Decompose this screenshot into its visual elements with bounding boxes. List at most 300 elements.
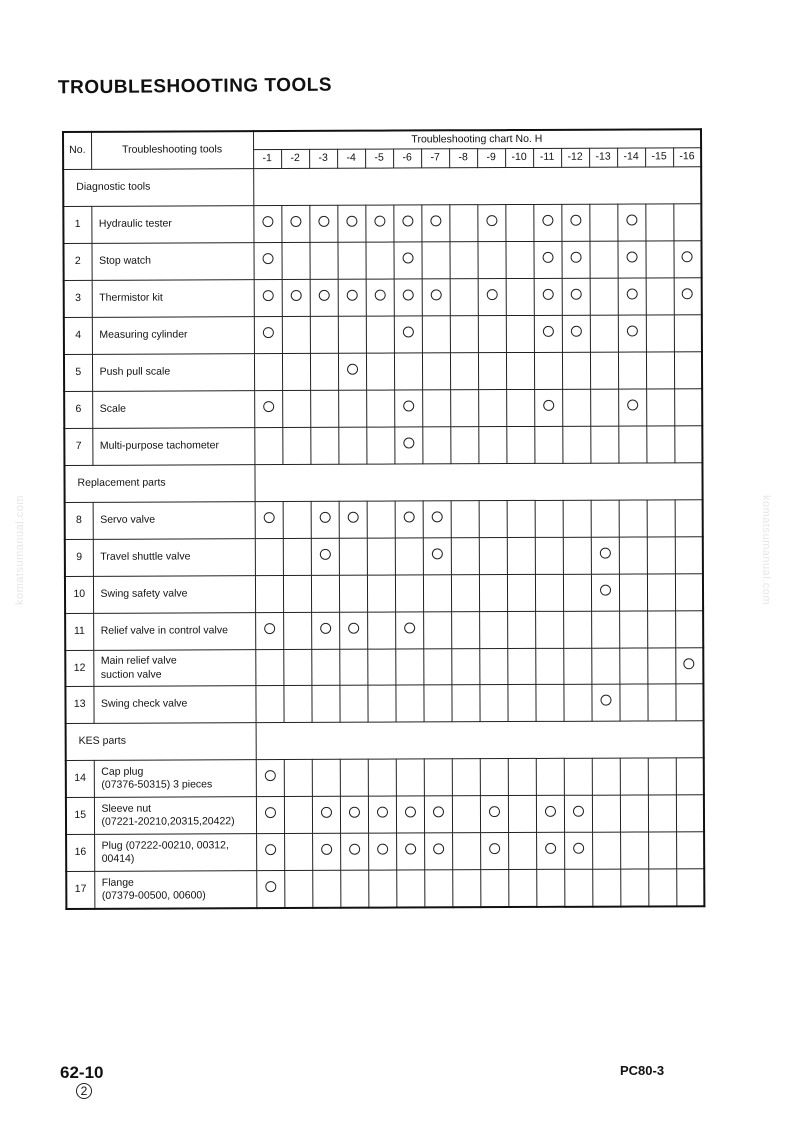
mark-cell [340,759,368,796]
mark-cell [480,759,508,796]
mark-cell [395,612,423,649]
mark-cell [619,574,647,611]
table-row [64,352,702,392]
header-col: -6 [393,149,421,168]
row-number: 15 [66,797,94,834]
mark-cell [618,389,646,426]
tool-name-cell [94,760,256,798]
row-number: 10 [65,576,93,613]
mark-cell [423,649,451,685]
mark-cell [506,315,534,352]
circle-mark-icon [377,844,388,855]
row-number: 9 [65,539,93,576]
mark-cell [535,684,563,721]
mark-cell [590,389,618,426]
mark-cell [424,759,452,796]
mark-cell [311,575,339,612]
circle-mark-icon [431,512,442,523]
mark-cell [506,278,534,315]
circle-mark-icon [374,216,385,227]
mark-cell [312,796,340,833]
mark-cell [283,575,311,612]
mark-cell [450,316,478,353]
mark-cell [674,315,702,352]
mark-cell [365,242,393,279]
mark-cell [647,648,675,684]
header-col: -15 [645,148,673,167]
mark-cell [477,242,505,279]
mark-cell [284,833,312,870]
mark-cell [590,278,618,315]
mark-cell [394,353,422,390]
mark-cell [592,758,620,795]
circle-mark-icon [488,807,499,818]
tool-name: Thermistor kit [99,291,163,305]
circle-mark-icon [542,289,553,300]
mark-cell [449,242,477,279]
row-number: 14 [66,760,94,797]
row-number: 17 [66,871,94,908]
mark-cell [479,501,507,538]
table-row [65,684,703,724]
header-col: -11 [533,148,561,167]
mark-cell [395,685,423,722]
mark-cell [423,501,451,538]
mark-cell [311,685,339,722]
circle-mark-icon [543,400,554,411]
mark-cell [283,649,311,685]
circle-mark-icon [346,216,357,227]
circle-mark-icon [290,290,301,301]
mark-cell [256,834,284,871]
mark-cell [254,391,282,428]
mark-cell [394,427,422,464]
tool-name: Servo valve [100,514,156,527]
mark-cell [564,758,592,795]
mark-cell [423,575,451,612]
section-fill [256,721,704,760]
mark-cell [590,315,618,352]
mark-cell [368,796,396,833]
mark-cell [340,833,368,870]
mark-cell [310,390,338,427]
table-row [64,426,702,466]
table-row [65,537,703,577]
mark-cell [646,315,674,352]
mark-cell [254,428,282,465]
mark-cell [479,538,507,575]
circle-mark-icon [262,254,273,265]
tool-name: Swing safety valve [100,587,188,601]
mark-cell [646,389,674,426]
mark-cell [309,242,337,279]
circle-mark-icon [319,549,330,560]
tool-name: Scale [99,403,127,416]
mark-cell [477,205,505,242]
mark-cell [423,612,451,649]
circle-mark-icon [376,807,387,818]
mark-cell [311,612,339,649]
mark-cell [422,316,450,353]
circle-mark-icon [264,771,275,782]
mark-cell [535,648,563,684]
table-row [64,389,702,429]
mark-cell [648,795,676,832]
tool-name-cell [92,354,254,392]
mark-cell [339,538,367,575]
mark-cell [367,612,395,649]
mark-cell [367,538,395,575]
tool-name-cell [94,871,256,909]
mark-cell [451,501,479,538]
circle-mark-icon [349,844,360,855]
mark-cell [452,870,480,907]
mark-cell [283,538,311,575]
mark-cell [312,759,340,796]
mark-cell [451,538,479,575]
mark-cell [368,759,396,796]
mark-cell [312,833,340,870]
mark-cell [395,538,423,575]
mark-cell [534,426,562,463]
mark-cell [255,686,283,723]
mark-cell [562,426,590,463]
tool-name: Flange [101,876,134,889]
circle-mark-icon [374,290,385,301]
mark-cell [282,316,310,353]
tool-name-cell [94,797,256,835]
mark-cell [451,612,479,649]
mark-cell [676,795,704,832]
mark-cell [645,204,673,241]
circle-mark-icon [404,623,415,634]
row-number: 16 [66,834,94,871]
mark-cell [647,574,675,611]
mark-cell [508,832,536,869]
mark-cell [338,316,366,353]
mark-cell [535,500,563,537]
mark-cell [618,278,646,315]
mark-cell [255,539,283,576]
mark-cell [534,278,562,315]
table-row [64,315,702,355]
mark-cell [592,795,620,832]
mark-cell [619,611,647,648]
mark-cell [338,353,366,390]
circle-mark-icon [542,252,553,263]
row-number: 8 [65,502,93,539]
circle-mark-icon [319,512,330,523]
mark-cell [619,537,647,574]
mark-cell [507,648,535,684]
mark-cell [255,502,283,539]
mark-cell [617,204,645,241]
table-body [63,167,704,909]
mark-cell [507,611,535,648]
circle-mark-icon [433,844,444,855]
mark-cell [310,353,338,390]
mark-cell [451,575,479,612]
header-col: -16 [673,148,701,167]
mark-cell [563,611,591,648]
circle-mark-icon [404,807,415,818]
table-row [63,204,701,244]
mark-cell [563,684,591,721]
header-col: -10 [505,148,533,167]
tool-name: Multi-purpose tachometer [99,439,219,453]
tool-name: Swing check valve [100,697,188,711]
circle-mark-icon [570,326,581,337]
mark-cell [647,611,675,648]
circle-mark-icon [403,438,414,449]
mark-cell [647,537,675,574]
mark-cell [673,204,701,241]
mark-cell [422,427,450,464]
circle-mark-icon [346,290,357,301]
header-chart-group: Troubleshooting chart No. H [253,129,701,149]
mark-cell [646,278,674,315]
circle-mark-icon [320,623,331,634]
header-col: -8 [449,149,477,168]
mark-cell [590,352,618,389]
mark-cell [283,612,311,649]
tool-name-cell [91,206,253,244]
circle-mark-icon [403,512,414,523]
mark-cell [617,241,645,278]
tool-name-cell [93,502,255,540]
mark-cell [562,389,590,426]
circle-mark-icon [432,807,443,818]
mark-cell [449,205,477,242]
tool-name-cell [92,391,254,429]
circle-mark-icon [262,217,273,228]
mark-cell [310,316,338,353]
table-row [65,648,703,687]
mark-cell [619,648,647,684]
header-col: -2 [281,149,309,168]
tool-name-line2: (07376-50315) 3 pieces [101,778,213,791]
mark-cell [478,316,506,353]
circle-mark-icon [626,326,637,337]
watermark-left: komatsumanual.com [14,495,26,605]
mark-cell [591,684,619,721]
header-col: -12 [561,148,589,167]
mark-cell [534,389,562,426]
mark-cell [366,353,394,390]
row-number: 11 [65,613,93,650]
tool-name-cell [92,428,254,466]
row-number: 2 [63,243,91,280]
mark-cell [255,613,283,650]
header-tools: Troubleshooting tools [91,131,253,169]
mark-cell [478,353,506,390]
mark-cell [478,427,506,464]
mark-cell [450,390,478,427]
mark-cell [367,501,395,538]
mark-cell [282,390,310,427]
mark-cell [618,315,646,352]
circle-mark-icon [489,844,500,855]
mark-cell [424,833,452,870]
mark-cell [564,795,592,832]
mark-cell [452,796,480,833]
tool-name-line2: (07221-20210,20315,20422) [101,815,235,828]
table-row [65,500,703,540]
tool-name-cell [93,613,255,651]
mark-cell [536,869,564,906]
circle-mark-icon [599,585,610,596]
circle-mark-icon [402,327,413,338]
mark-cell [422,353,450,390]
mark-cell [505,241,533,278]
mark-cell [451,685,479,722]
mark-cell [479,649,507,685]
mark-cell [619,684,647,721]
circle-mark-icon [684,658,695,669]
revision-mark: 2 [76,1083,92,1099]
mark-cell [536,832,564,869]
mark-cell [310,279,338,316]
section-label: Diagnostic tools [63,169,253,207]
mark-cell [424,870,452,907]
row-number: 3 [64,280,92,317]
mark-cell [394,316,422,353]
mark-cell [592,869,620,906]
section-row [63,167,701,207]
mark-cell [591,611,619,648]
mark-cell [338,427,366,464]
tool-name: Travel shuttle valve [100,550,191,564]
mark-cell [423,685,451,722]
tool-name-line2: 00414) [101,852,135,865]
mark-cell [674,278,702,315]
mark-cell [338,279,366,316]
mark-cell [562,278,590,315]
mark-cell [284,796,312,833]
mark-cell [648,832,676,869]
mark-cell [396,759,424,796]
mark-cell [282,279,310,316]
mark-cell [253,243,281,280]
mark-cell [675,574,703,611]
table-row [65,611,703,651]
section-row [64,463,702,503]
circle-mark-icon [570,289,581,300]
mark-cell [647,500,675,537]
circle-mark-icon [403,401,414,412]
tool-name: Relief valve in control valve [100,624,228,638]
mark-cell [673,241,701,278]
mark-cell [255,650,283,686]
mark-cell [423,538,451,575]
circle-mark-icon [600,695,611,706]
section-label: Replacement parts [64,465,254,503]
header-col: -1 [253,150,281,169]
mark-cell [282,427,310,464]
mark-cell [450,353,478,390]
tool-name-cell [93,539,255,577]
mark-cell [394,279,422,316]
tool-name-line2: suction valve [100,668,162,681]
circle-mark-icon [290,216,301,227]
mark-cell [534,315,562,352]
mark-cell [646,426,674,463]
row-number: 5 [64,354,92,391]
mark-cell [395,501,423,538]
mark-cell [340,796,368,833]
mark-cell [563,500,591,537]
mark-cell [366,316,394,353]
mark-cell [535,537,563,574]
tool-name-cell [91,243,253,281]
mark-cell [422,279,450,316]
tool-name: Main relief valve [100,654,177,668]
mark-cell [675,611,703,648]
mark-cell [561,241,589,278]
circle-mark-icon [405,844,416,855]
mark-cell [452,759,480,796]
table-row [63,241,701,281]
mark-cell [281,242,309,279]
mark-cell [340,870,368,907]
circle-mark-icon [263,513,274,524]
mark-cell [535,611,563,648]
row-number: 1 [63,206,91,243]
tool-name: Stop watch [99,255,152,268]
mark-cell [674,352,702,389]
tool-name-cell [93,650,255,687]
table-row [65,574,703,614]
mark-cell [506,426,534,463]
header-col: -3 [309,149,337,168]
mark-cell [256,871,284,908]
mark-cell [451,649,479,685]
mark-cell [366,427,394,464]
circle-mark-icon [570,215,581,226]
circle-mark-icon [544,806,555,817]
tool-name: Cap plug [101,765,144,778]
mark-cell [254,317,282,354]
mark-cell [507,684,535,721]
mark-cell [590,426,618,463]
mark-cell [395,649,423,685]
mark-cell [367,685,395,722]
mark-cell [367,649,395,685]
circle-mark-icon [599,548,610,559]
mark-cell [478,279,506,316]
mark-cell [421,205,449,242]
row-number: 13 [65,686,93,723]
circle-mark-icon [402,216,413,227]
circle-mark-icon [263,402,274,413]
mark-cell [479,575,507,612]
circle-mark-icon [262,328,273,339]
section-fill [254,463,702,502]
mark-cell [591,648,619,684]
mark-cell [283,501,311,538]
circle-mark-icon [347,364,358,375]
mark-cell [479,612,507,649]
circle-mark-icon [318,216,329,227]
mark-cell [589,204,617,241]
mark-cell [256,760,284,797]
mark-cell [253,206,281,243]
circle-mark-icon [318,290,329,301]
circle-mark-icon [682,252,693,263]
mark-cell [645,241,673,278]
tool-name-cell [92,280,254,318]
mark-cell [309,205,337,242]
